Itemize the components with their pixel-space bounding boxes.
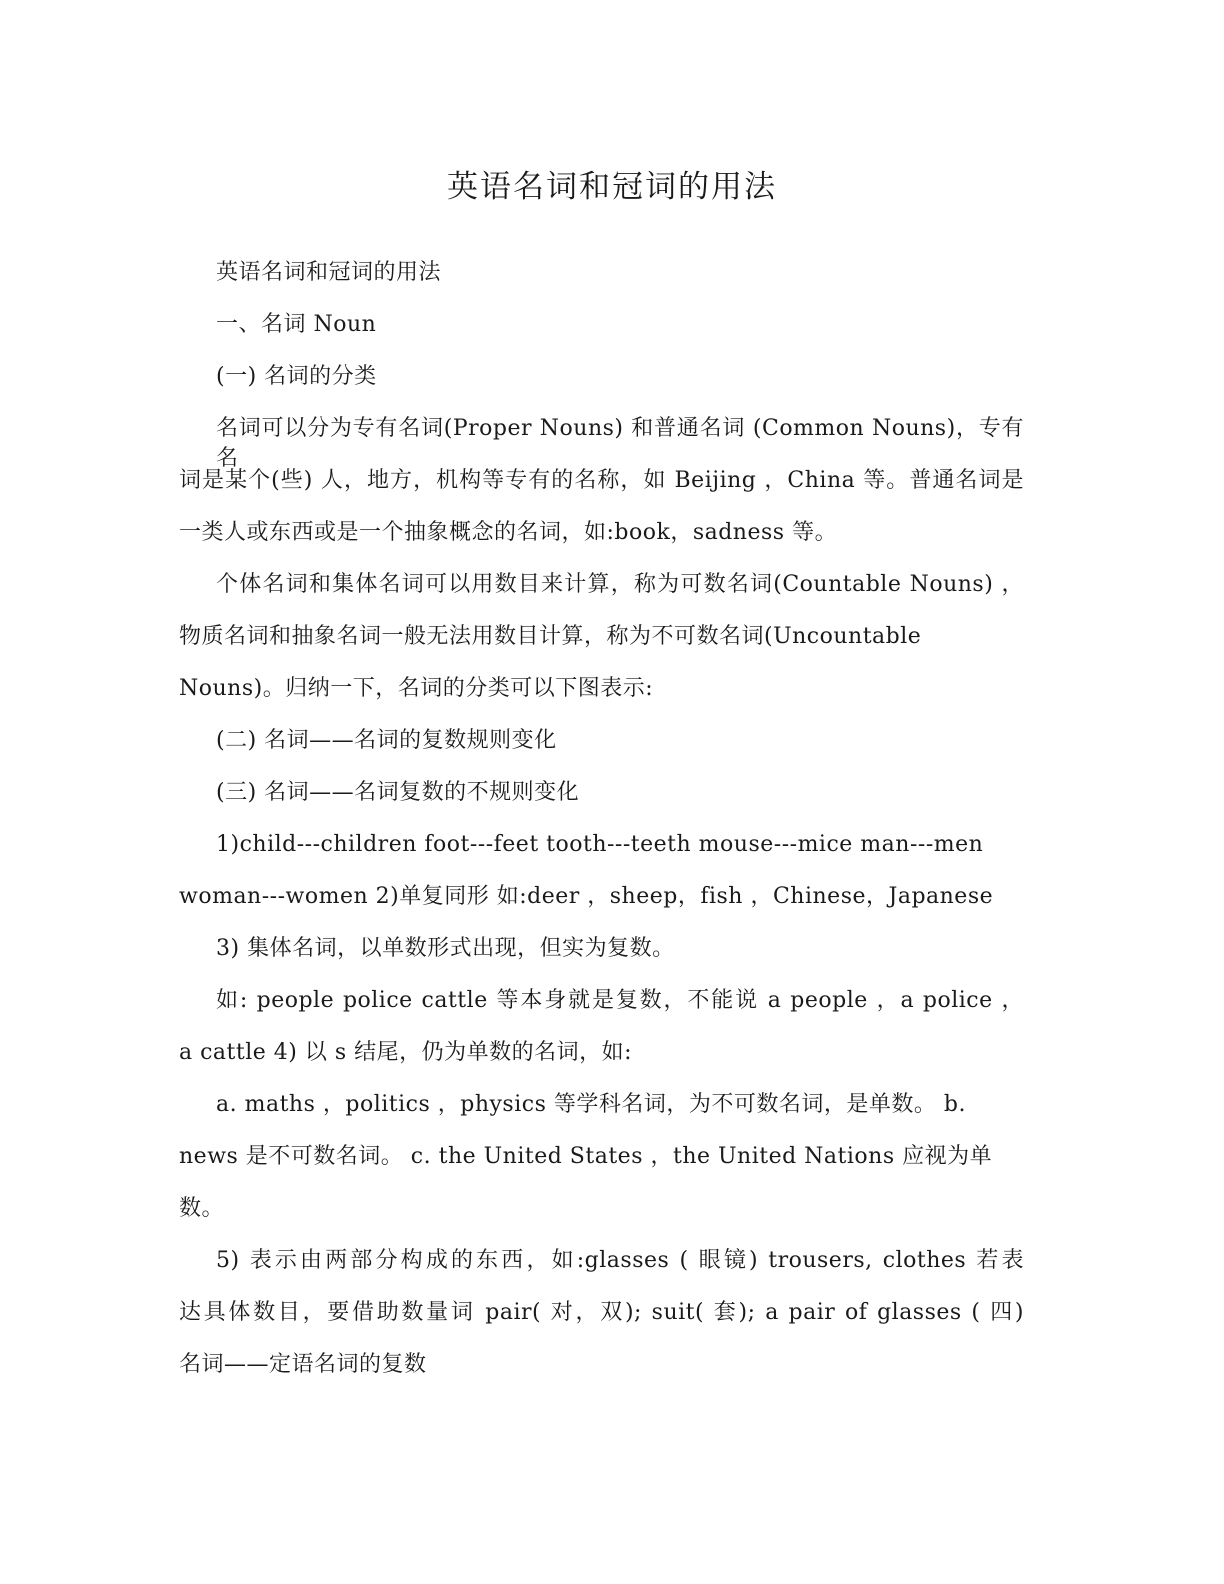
paragraph-line: 一类人或东西或是一个抽象概念的名词，如:book，sadness 等。 — [179, 520, 838, 545]
subsection-heading-regular-plural: (二) 名词——名词的复数规则变化 — [216, 728, 557, 753]
paragraph-line: 个体名词和集体名词可以用数目来计算，称为可数名词(Countable Nouns) ， — [216, 572, 1024, 597]
paragraph-line: woman---women 2)单复同形 如:deer ，sheep，fish ，Chinese，Japanese — [179, 884, 994, 909]
paragraph-line: a. maths ，politics ，physics 等学科名词，为不可数名词，是单数。 b. — [216, 1092, 966, 1117]
paragraph-line: a cattle 4) 以 s 结尾，仍为单数的名词，如: — [179, 1040, 633, 1065]
paragraph-line: 达具体数目，要借助数量词 pair( 对，双); suit( 套); a pair of glasses ( 四) — [179, 1300, 1024, 1325]
subsection-heading-irregular-plural: (三) 名词——名词复数的不规则变化 — [216, 780, 580, 805]
paragraph-line: 词是某个(些) 人，地方，机构等专有的名称，如 Beijing ，China 等。普通名词是 — [179, 468, 1024, 493]
paragraph-line: 名词可以分为专有名词(Proper Nouns) 和普通名词 (Common Nouns)，专有名 — [216, 416, 1024, 471]
paragraph-line: 名词——定语名词的复数 — [179, 1352, 427, 1377]
paragraph-line: 5) 表示由两部分构成的东西，如:glasses ( 眼镜) trousers, clothes 若表 — [216, 1248, 1024, 1273]
document-title: 英语名词和冠词的用法 — [447, 169, 777, 205]
paragraph-line: 数。 — [179, 1196, 225, 1221]
doc-subtitle: 英语名词和冠词的用法 — [216, 260, 442, 285]
paragraph-line: 物质名词和抽象名词一般无法用数目计算，称为不可数名词(Uncountable — [179, 624, 922, 649]
subsection-heading-classification: (一) 名词的分类 — [216, 364, 377, 389]
paragraph-line: 1)child---children foot---feet tooth---teeth mouse---mice man---men — [216, 832, 984, 857]
paragraph-line: 3) 集体名词，以单数形式出现，但实为复数。 — [216, 936, 675, 961]
paragraph-line: news 是不可数名词。 c. the United States ，the United Nations 应视为单 — [179, 1144, 993, 1169]
paragraph-line: Nouns)。归纳一下，名词的分类可以下图表示: — [179, 676, 654, 701]
section-heading-noun: 一、名词 Noun — [216, 312, 377, 337]
paragraph-line: 如: people police cattle 等本身就是复数，不能说 a people ，a police ， — [216, 988, 1024, 1013]
